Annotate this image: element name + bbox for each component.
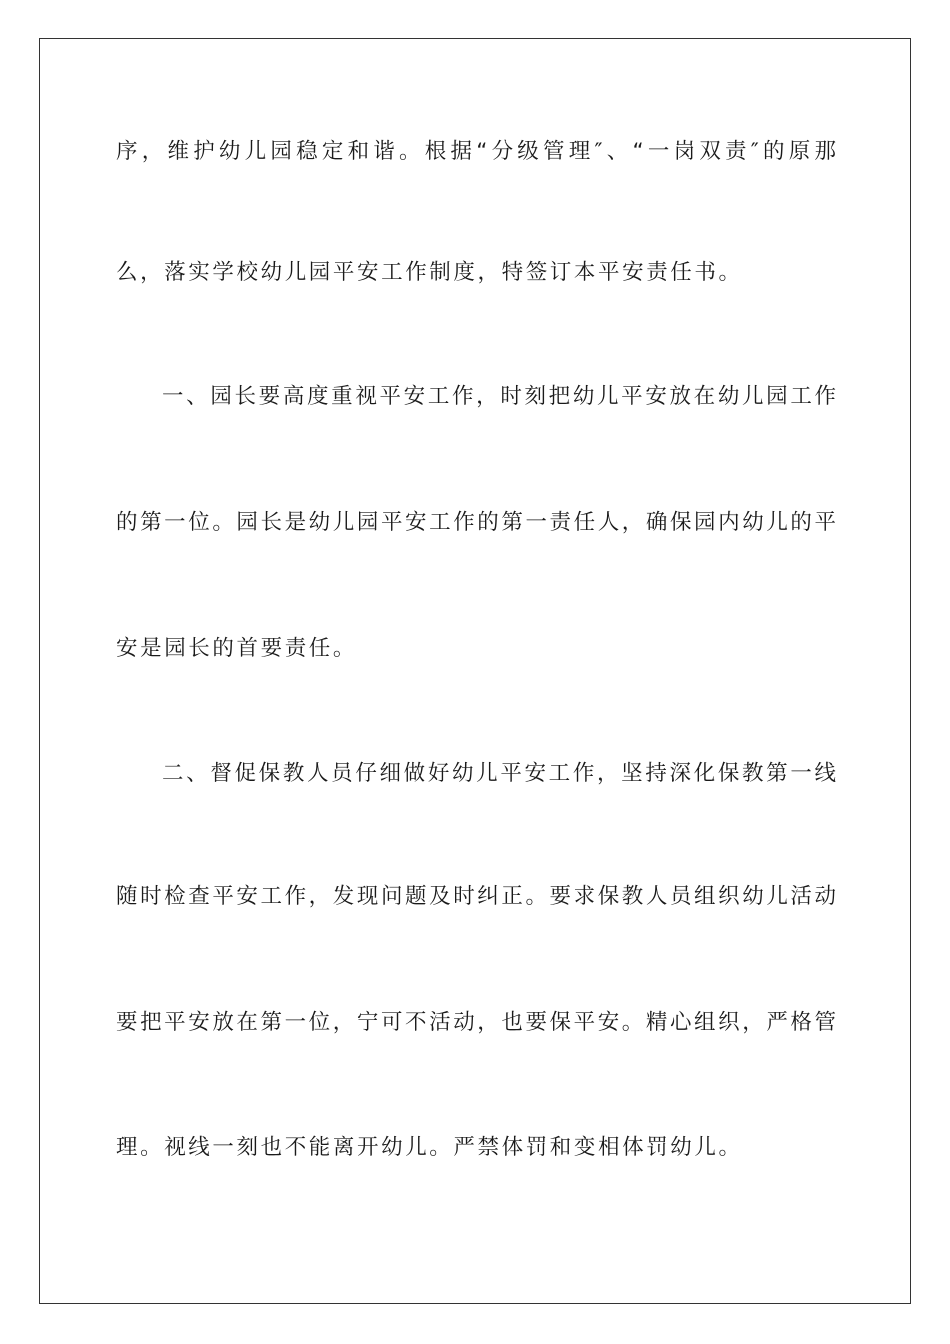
text-line-1: 序，维护幼儿园稳定和谐。根据“分级管理″、“一岗双责″的原那 <box>116 139 836 164</box>
paragraph-1-line-2: 的第一位。园长是幼儿园平安工作的第一责任人，确保园内幼儿的平 <box>116 510 836 535</box>
paragraph-2-line-3: 要把平安放在第一位，宁可不活动，也要保平安。精心组织，严格管 <box>116 1010 836 1035</box>
page-border <box>39 38 911 1304</box>
paragraph-2-line-2: 随时检查平安工作，发现问题及时纠正。要求保教人员组织幼儿活动 <box>116 884 836 909</box>
paragraph-2-line-1: 二、督促保教人员仔细做好幼儿平安工作，坚持深化保教第一线 <box>162 761 836 786</box>
text-line-2: 么，落实学校幼儿园平安工作制度，特签订本平安责任书。 <box>116 260 743 285</box>
paragraph-1-line-1: 一、园长要高度重视平安工作，时刻把幼儿平安放在幼儿园工作 <box>162 384 836 409</box>
paragraph-1-line-3: 安是园长的首要责任。 <box>116 636 358 661</box>
paragraph-2-line-4: 理。视线一刻也不能离开幼儿。严禁体罚和变相体罚幼儿。 <box>116 1135 743 1160</box>
